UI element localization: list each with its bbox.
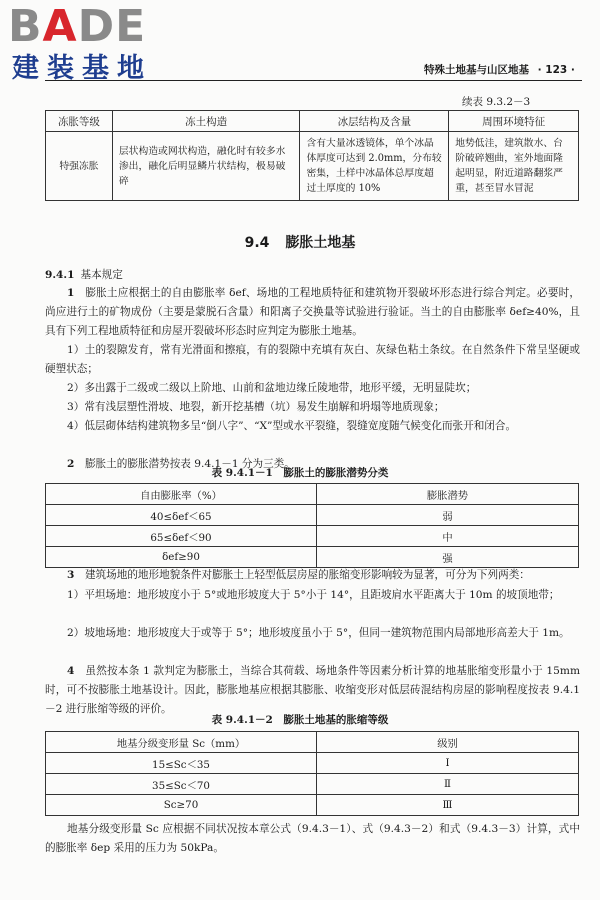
table-header: 地基分级变形量 Sc（mm）: [46, 732, 317, 753]
expansion-grade-table: [45, 731, 579, 816]
running-header-title: 特殊土地基与山区地基: [424, 64, 529, 76]
list-item: 1）土的裂隙发育，常有光滑面和擦痕，有的裂隙中充填有灰白、灰绿色粘土条纹。在自然条件下常呈坚硬或硬塑状态；: [45, 344, 581, 375]
table-cell: 40≤δef＜65: [46, 505, 317, 526]
table-cell: 特强冻胀: [46, 132, 113, 201]
list-item: 1）平坦场地：地形坡度小于 5°或地形坡度大于 5°小于 14°，且距坡肩水平距离大于 10m 的坡顶地带；: [67, 589, 560, 601]
table-cell: Ⅲ: [317, 795, 579, 816]
table-cell: 层状构造或网状构造，融化时有较多水渗出，融化后明显鳞片状结构，极易破碎: [112, 132, 300, 201]
table-header: 周围环境特征: [449, 111, 579, 132]
table-header: 冻土构造: [112, 111, 300, 132]
table-cell: Ⅰ: [317, 753, 579, 774]
table-header: 级别: [317, 732, 579, 753]
clause-heading: 9.4.1 基本规定: [45, 269, 123, 281]
table-row: [46, 795, 579, 816]
list-item: 2）多出露于二级或二级以上阶地、山前和盆地边缘丘陵地带，地形平缓，无明显陡坎；: [67, 382, 477, 394]
table-row: [46, 753, 579, 774]
paragraph-1: 1 膨胀土应根据土的自由膨胀率 δef、场地的工程地质特征和建筑物开裂破坏形态进行综合判定。必要时，尚应进行土的矿物成份（主要是蒙脱石含量）和阳离子交换量等试验进行验证。当土的自由膨胀率 δef≥40%，且具有下列工程地质特征和房屋开裂破坏形态时应判定为膨胀土地基。: [45, 287, 581, 337]
table-row: [46, 547, 579, 568]
table-cell: 地势低洼，建筑散水、台阶破碎翘曲，室外地面隆起明显，附近道路翻浆严重，甚至冒水冒泥: [449, 132, 579, 201]
table-header: 自由膨胀率（%）: [46, 484, 317, 505]
paragraph-2: 2 膨胀土的膨胀潜势按表 9.4.1－1 分为三类。: [67, 458, 295, 470]
paragraph-4: 4 虽然按本条 1 款判定为膨胀土，当综合其荷载、场地条件等因素分析计算的地基胀缩变形量小于 15mm 时，可不按膨胀土地基设计。因此，膨胀地基应根据其膨胀、收缩变形对低层砖混结构房屋的影响程度按表 9.4.1－2 进行胀缩等级的评价。: [45, 665, 580, 715]
table-row: [46, 526, 579, 547]
logo-chinese: 建装基地: [12, 53, 152, 84]
table-cell: 中: [317, 526, 579, 547]
table-header: 冻胀等级: [46, 111, 113, 132]
table-cell: Ⅱ: [317, 774, 579, 795]
table-cell: 65≤δef＜90: [46, 526, 317, 547]
running-header: [424, 62, 575, 77]
table-cell: 强: [317, 547, 579, 568]
table-header: 冰层结构及含量: [300, 111, 449, 132]
table-caption: 表 9.4.1－2 膨胀土地基的胀缩等级: [211, 714, 389, 726]
table-cell: 35≤Sc＜70: [46, 774, 317, 795]
table-cell: 弱: [317, 505, 579, 526]
paragraph-5: 地基分级变形量 Sc 应根据不同状况按本章公式（9.4.3－1）、式（9.4.3－2）和式（9.4.3－3）计算，式中的膨胀率 δep 采用的压力为 50kPa。: [45, 823, 580, 854]
paragraph-3: 3 建筑场地的地形地貌条件对膨胀土上轻型低层房屋的胀缩变形影响较为显著，可分为下列两类：: [67, 569, 530, 581]
header-rule: [45, 80, 582, 81]
list-item: 2）坡地场地：地形坡度大于或等于 5°；地形坡度虽小于 5°，但同一建筑物范围内局部地形高差大于 1m。: [67, 627, 570, 639]
list-item: 3）常有浅层塑性滑坡、地裂，新开挖基槽（坑）易发生崩解和坍塌等地质现象；: [67, 401, 445, 413]
table-header: 膨胀潜势: [317, 484, 579, 505]
list-item: 4）低层砌体结构建筑物多呈“倒八字”、“X”型或水平裂缝，裂缝宽度随气候变化而张开和闭合。: [67, 420, 517, 432]
table-cell: 含有大量冰透镜体，单个冰晶体厚度可达到 2.0mm，分布较密集，土样中冰晶体总厚度超过土厚度的 10%: [300, 132, 449, 201]
logo-wordmark: BADE: [8, 1, 147, 52]
table-cell: 15≤Sc＜35: [46, 753, 317, 774]
table-caption: 表 9.4.1－1 膨胀土的膨胀潜势分类: [211, 467, 389, 479]
table-row: [46, 774, 579, 795]
section-title: 9.4 膨胀土地基: [244, 235, 356, 251]
table-cell: δef≥90: [46, 547, 317, 568]
page-number: · 123 ·: [537, 64, 575, 76]
swelling-potential-table: [45, 483, 579, 568]
continued-table-label: 续表 9.3.2－3: [462, 96, 531, 108]
continued-table: [45, 110, 579, 201]
table-cell: Sc≥70: [46, 795, 317, 816]
table-row: [46, 505, 579, 526]
